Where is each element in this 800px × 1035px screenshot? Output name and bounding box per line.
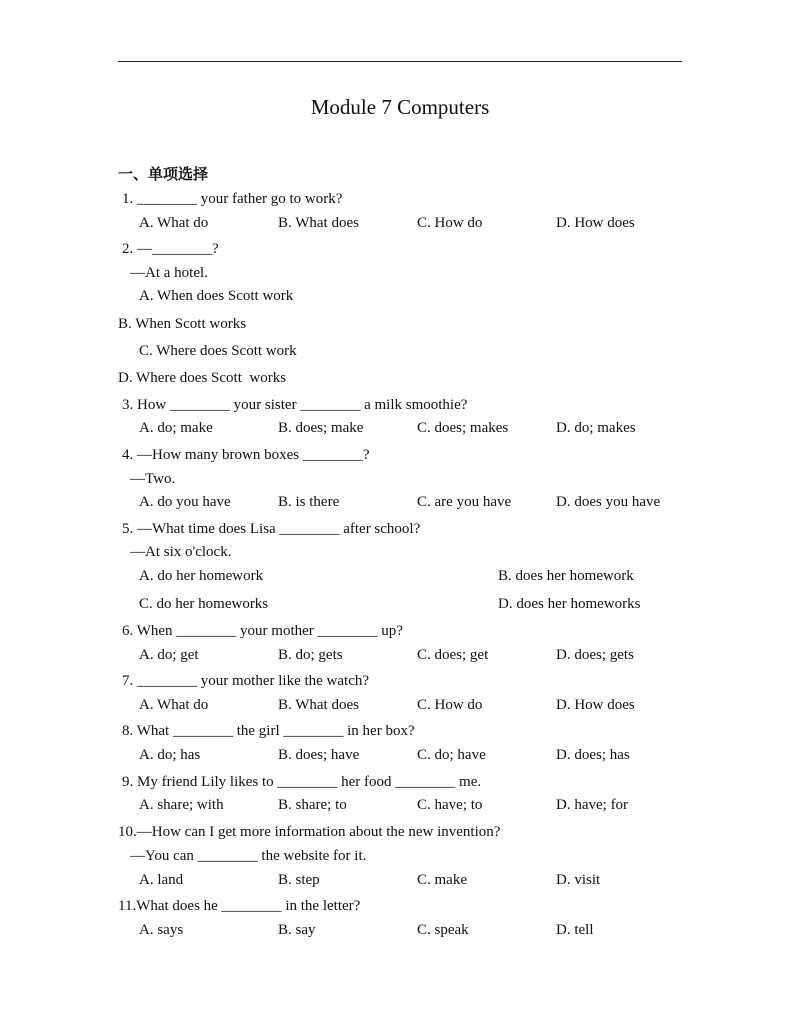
question-6-option-b: B. do; gets xyxy=(278,647,343,663)
question-11-stem: 11.What does he ________ in the letter? xyxy=(118,898,361,914)
question-9-option-a: A. share; with xyxy=(139,797,224,813)
question-7-option-c: C. How do xyxy=(417,697,483,713)
question-10-stem: 10.—How can I get more information about the new invention? xyxy=(118,824,501,840)
question-10-option-b: B. step xyxy=(278,872,320,888)
question-3-stem: 3. How ________ your sister ________ a milk smoothie? xyxy=(122,397,468,413)
question-7-option-d: D. How does xyxy=(556,697,635,713)
question-7-stem: 7. ________ your mother like the watch? xyxy=(122,673,370,689)
question-8-option-a: A. do; has xyxy=(139,747,201,763)
question-4-option-a: A. do you have xyxy=(139,494,231,510)
question-8-option-d: D. does; has xyxy=(556,747,630,763)
header-rule xyxy=(118,61,682,62)
question-6-option-c: C. does; get xyxy=(417,647,489,663)
question-2-option-d: D. Where does Scott works xyxy=(118,370,287,386)
question-2-option-a: A. When does Scott work xyxy=(139,288,294,304)
question-7-option-a: A. What do xyxy=(139,697,209,713)
question-3-option-d: D. do; makes xyxy=(556,420,636,436)
question-2-option-c: C. Where does Scott work xyxy=(139,343,297,359)
question-9-option-d: D. have; for xyxy=(556,797,629,813)
question-10-option-a: A. land xyxy=(139,872,184,888)
question-10-answer-line: —You can ________ the website for it. xyxy=(130,848,367,864)
question-4-answer-line: —Two. xyxy=(130,471,176,487)
question-3-option-c: C. does; makes xyxy=(417,420,509,436)
question-4-option-d: D. does you have xyxy=(556,494,661,510)
question-2-option-b: B. When Scott works xyxy=(118,316,247,332)
question-6-option-d: D. does; gets xyxy=(556,647,634,663)
question-10-option-d: D. visit xyxy=(556,872,601,888)
question-1-option-b: B. What does xyxy=(278,215,359,231)
question-9-option-c: C. have; to xyxy=(417,797,483,813)
question-6-option-a: A. do; get xyxy=(139,647,199,663)
question-4-option-b: B. is there xyxy=(278,494,340,510)
question-9-option-b: B. share; to xyxy=(278,797,347,813)
question-7-option-b: B. What does xyxy=(278,697,359,713)
question-8-stem: 8. What ________ the girl ________ in her box? xyxy=(122,723,415,739)
page-title: Module 7 Computers xyxy=(310,95,490,119)
question-4-option-c: C. are you have xyxy=(417,494,512,510)
question-5-option-c: C. do her homeworks xyxy=(139,596,269,612)
question-9-stem: 9. My friend Lily likes to ________ her food ________ me. xyxy=(122,774,482,790)
question-8-option-c: C. do; have xyxy=(417,747,486,763)
question-2-stem: 2. —________? xyxy=(122,241,219,257)
question-1-option-c: C. How do xyxy=(417,215,483,231)
question-3-option-a: A. do; make xyxy=(139,420,213,436)
question-11-option-d: D. tell xyxy=(556,922,594,938)
question-1-stem: 1. ________ your father go to work? xyxy=(122,191,343,207)
question-5-option-a: A. do her homework xyxy=(139,568,264,584)
question-8-option-b: B. does; have xyxy=(278,747,360,763)
question-5-option-d: D. does her homeworks xyxy=(498,596,641,612)
question-4-stem: 4. —How many brown boxes ________? xyxy=(122,447,370,463)
question-11-option-c: C. speak xyxy=(417,922,469,938)
question-6-stem: 6. When ________ your mother ________ up? xyxy=(122,623,403,639)
question-10-option-c: C. make xyxy=(417,872,467,888)
question-1-option-d: D. How does xyxy=(556,215,635,231)
question-11-option-a: A. says xyxy=(139,922,184,938)
question-1-option-a: A. What do xyxy=(139,215,209,231)
question-5-option-b: B. does her homework xyxy=(498,568,634,584)
question-2-answer-line: —At a hotel. xyxy=(130,265,208,281)
question-11-option-b: B. say xyxy=(278,922,316,938)
question-5-answer-line: —At six o'clock. xyxy=(130,544,232,560)
section-heading: 一、单项选择 xyxy=(118,165,209,183)
question-3-option-b: B. does; make xyxy=(278,420,364,436)
question-5-stem: 5. —What time does Lisa ________ after school? xyxy=(122,521,421,537)
